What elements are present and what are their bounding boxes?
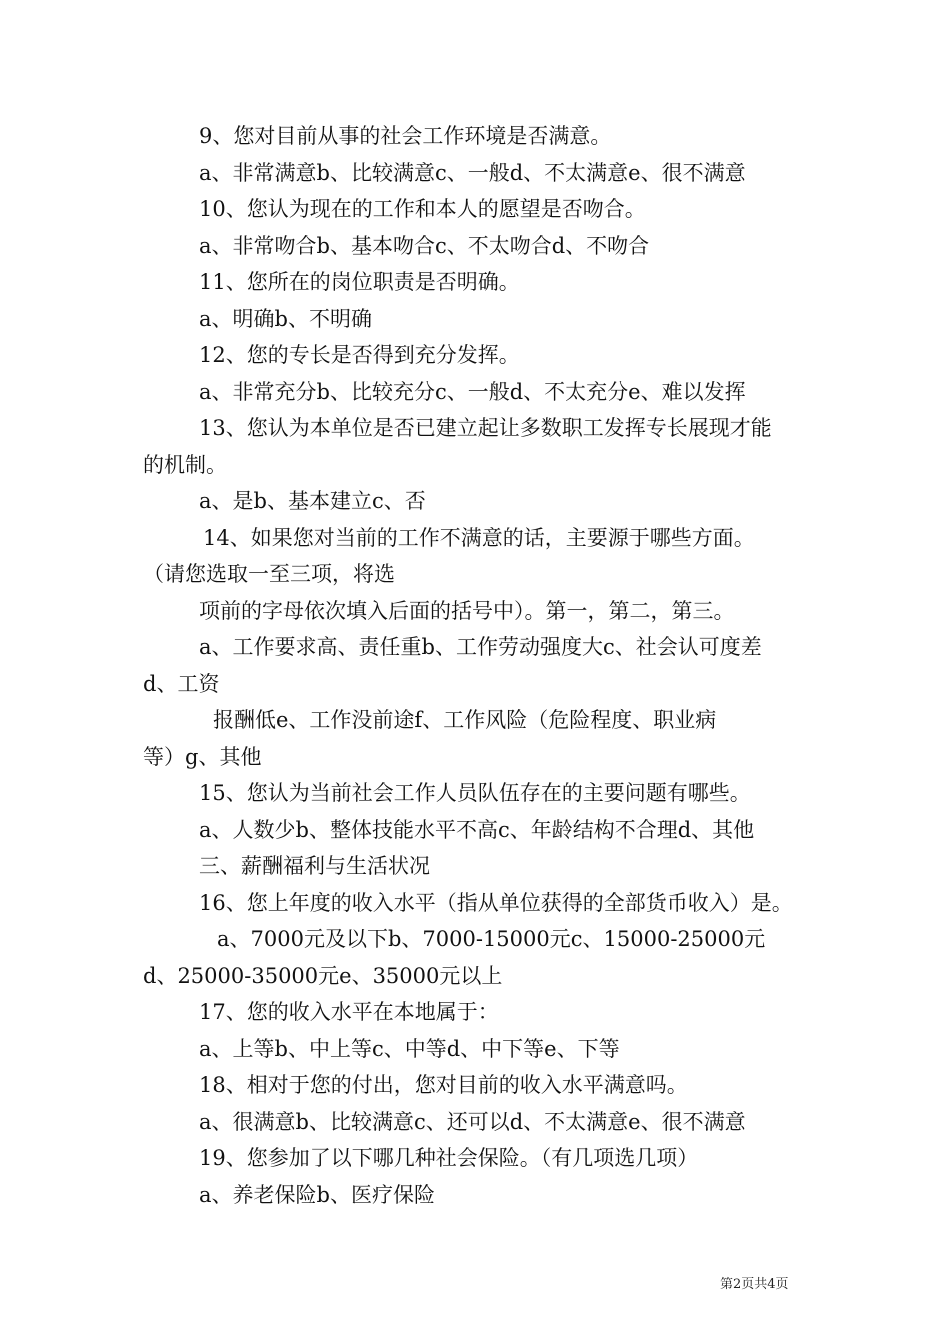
question-9-options: a、非常满意b、比较满意c、一般d、不太满意e、很不满意: [199, 160, 746, 185]
question-11: 11、您所在的岗位职责是否明确。: [199, 270, 520, 294]
question-14: 14、如果您对当前的工作不满意的话，主要源于哪些方面。: [203, 525, 755, 550]
question-13-options: a、是b、基本建立c、否: [199, 489, 426, 513]
question-14-cont: （请您选取一至三项，将选: [143, 562, 395, 586]
page-number: 第2页共4页: [720, 1277, 789, 1292]
question-18-options: a、很满意b、比较满意c、还可以d、不太满意e、很不满意: [199, 1109, 746, 1134]
question-13: 13、您认为本单位是否已建立起让多数职工发挥专长展现才能: [199, 416, 772, 440]
question-15: 15、您认为当前社会工作人员队伍存在的主要问题有哪些。: [199, 781, 751, 805]
question-16-options: a、7000元及以下b、7000-15000元c、15000-25000元: [217, 927, 766, 951]
question-14-instruction: 项前的字母依次填入后面的括号中）。第一，第二，第三。: [199, 598, 735, 623]
question-15-options: a、人数少b、整体技能水平不高c、年龄结构不合理d、其他: [199, 817, 755, 842]
question-16: 16、您上年度的收入水平（指从单位获得的全部货币收入）是。: [199, 890, 793, 915]
question-19-options: a、养老保险b、医疗保险: [199, 1182, 435, 1207]
question-14-options-2: 报酬低e、工作没前途f、工作风险（危险程度、职业病: [213, 708, 717, 732]
question-19: 19、您参加了以下哪几种社会保险。（有几项选几项）: [199, 1146, 699, 1170]
question-17-options: a、上等b、中上等c、中等d、中下等e、下等: [199, 1036, 620, 1061]
question-17: 17、您的收入水平在本地属于：: [199, 1000, 499, 1024]
question-18: 18、相对于您的付出，您对目前的收入水平满意吗。: [199, 1073, 688, 1097]
question-12-options: a、非常充分b、比较充分c、一般d、不太充分e、难以发挥: [199, 379, 746, 404]
question-13-cont: 的机制。: [143, 452, 227, 477]
question-16-options-cont: d、25000-35000元e、35000元以上: [143, 963, 503, 988]
question-10-options: a、非常吻合b、基本吻合c、不太吻合d、不吻合: [199, 233, 650, 258]
question-11-options: a、明确b、不明确: [199, 306, 372, 331]
question-14-options-3: 等）g、其他: [143, 744, 262, 769]
section-heading: 三、薪酬福利与生活状况: [199, 854, 430, 878]
document-body: [143, 118, 808, 1213]
question-14-options-cont: d、工资: [143, 671, 220, 696]
question-9: 9、您对目前从事的社会工作环境是否满意。: [199, 124, 612, 148]
question-10: 10、您认为现在的工作和本人的愿望是否吻合。: [199, 197, 646, 221]
question-12: 12、您的专长是否得到充分发挥。: [199, 343, 520, 367]
question-14-options: a、工作要求高、责任重b、工作劳动强度大c、社会认可度差: [199, 635, 762, 659]
